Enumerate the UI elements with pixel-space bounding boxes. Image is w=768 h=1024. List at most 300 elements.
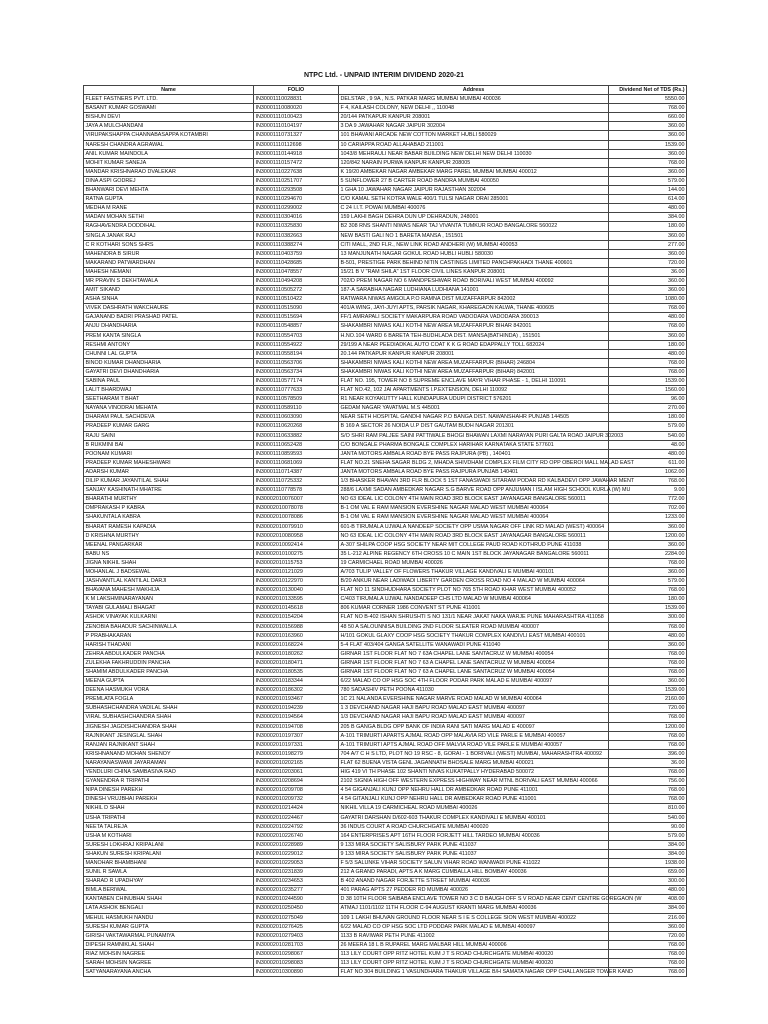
dividend-amount-cell: 768.00 [609,731,687,740]
dividend-amount-cell: 768.00 [609,668,687,677]
dividend-amount-cell: 360.00 [609,249,687,258]
dividend-amount-cell: 384.00 [609,213,687,222]
folio-cell: IN30002010250450 [254,904,339,913]
dividend-amount-cell: 659.00 [609,868,687,877]
dividend-amount-cell: 360.00 [609,231,687,240]
dividend-amount-cell: 579.00 [609,831,687,840]
folio-cell: IN30002010145618 [254,604,339,613]
shareholder-name-cell: MEHUL HASMUKH NANDU [84,913,254,922]
folio-cell: IN30002010194708 [254,722,339,731]
table-row [84,440,687,449]
folio-cell: IN30001110554922 [254,340,339,349]
dividend-amount-cell: 480.00 [609,631,687,640]
address-cell: 212 A GRAND PARADI, APTS A K MARG CUMBALLA HILL BOMBAY 400036 [339,868,609,877]
folio-cell: IN30002010180535 [254,668,339,677]
folio-cell: IN30002010279403 [254,931,339,940]
dividend-amount-cell: 2160.00 [609,695,687,704]
address-cell: GAYATRI DARSHAN D/602-603 THAKUR COMPLEX KANDIVALI E MUMBAI 400101 [339,813,609,822]
folio-cell: IN30002010133595 [254,595,339,604]
table-row [84,649,687,658]
address-cell: 1043/8 MEHRAULI NEAR BABAR BUILDING NEW DELHI NEW DELHI 110030 [339,149,609,158]
dividend-amount-cell: 540.00 [609,431,687,440]
shareholder-name-cell: VIRUPAKSHAPPA CHANNABASAPPA KOTAMBRI [84,131,254,140]
dividend-amount-cell: 360.00 [609,149,687,158]
shareholder-name-cell: BHANWARI DEVI MEHTA [84,186,254,195]
shareholder-name-cell: BASANT KUMAR GOSWAMI [84,104,254,113]
address-cell: C/403 TIRUMALA UJWAL NANDADEEP CHS LTD MALAD W MUMBAI 400064 [339,595,609,604]
address-cell: 48 50 A SALOUNNISA BUILDING 2ND FLOOR SLEATER ROAD MUMBAI 400007 [339,622,609,631]
table-row [84,504,687,513]
dividend-amount-cell: 360.00 [609,122,687,131]
dividend-amount-cell: 579.00 [609,577,687,586]
dividend-amount-cell: 480.00 [609,886,687,895]
address-cell: K 19/20 AMBEKAR NAGAR AMBEKAR MARG PAREL MUMBAI MUMBAI 400012 [339,167,609,176]
table-row [84,267,687,276]
shareholder-name-cell: CHUNNI LAL GUPTA [84,349,254,358]
address-cell: 4 54 GIGANJALI KUNJ OPP NEHRU HALL DR AMBEDKAR ROAD PUNE 411001 [339,786,609,795]
dividend-amount-cell: 360.00 [609,276,687,285]
header-row [84,86,687,95]
address-cell: 29/199 A NEAR PEEDIADKAL AUTO COAT K K G ROAD EDAPPALLY TOLL 682024 [339,340,609,349]
dividend-table [83,85,687,977]
shareholder-name-cell: HARISH THADANI [84,640,254,649]
shareholder-name-cell: DINESH VRUJBHAI PAREKH [84,795,254,804]
table-row [84,959,687,968]
folio-cell: IN30001110382663 [254,231,339,240]
dividend-amount-cell: 768.00 [609,740,687,749]
dividend-amount-cell: 384.00 [609,840,687,849]
address-cell: NEAR SETH HOSPITAL GANDHI NAGAR P.O BANGA DIST. NAWANSHAHR PUNJAB 144505 [339,413,609,422]
shareholder-name-cell: BHARAT RAMESH KAPADIA [84,522,254,531]
table-row [84,877,687,886]
address-cell: B-1 OM VAL E RAM MANSION EVERSHINE NAGAR MALAD WEST MUMBAI 400064 [339,504,609,513]
folio-cell: IN30001110494208 [254,276,339,285]
folio-cell: IN30001110620268 [254,422,339,431]
address-cell: H/101 GOKUL GLAXY COOP HSG SOCIETY THAKUR COMPLEX KANDIVLI EAST MUMBAI 400101 [339,631,609,640]
dividend-amount-cell: 768.00 [609,558,687,567]
address-cell: 1C 21 NALANDA EVERSHINE NAGAR MARVE ROAD MALAD W MUMBAI 400064 [339,695,609,704]
dividend-amount-cell: 768.00 [609,940,687,949]
table-row [84,131,687,140]
dividend-amount-cell: 768.00 [609,477,687,486]
shareholder-name-cell: NEETA TALREJA [84,822,254,831]
folio-cell: IN30001110505272 [254,286,339,295]
shareholder-name-cell: USHA TRIPATHI [84,813,254,822]
address-cell: C/O KAMAL SETH KOTRA WALE 400/1 TULSI NAGAR ORAI 285001 [339,195,609,204]
dividend-amount-cell: 768.00 [609,622,687,631]
dividend-amount-cell: 768.00 [609,367,687,376]
table-row [84,149,687,158]
folio-cell: IN30001110478557 [254,267,339,276]
shareholder-name-cell: NARAYANASWAMI JAYARAMAN [84,758,254,767]
address-cell: R1 NEAR KOYAKUTTY HALL KUNDAPURA UDUPI DISTRICT 576201 [339,395,609,404]
folio-cell: IN30001110100423 [254,113,339,122]
shareholder-name-cell: MANDAR KRISHNARAO DVALEKAR [84,167,254,176]
shareholder-name-cell: FLEET FASTNERS PVT. LTD. [84,95,254,104]
folio-cell: IN30002010194239 [254,704,339,713]
address-cell: F 4, KAILASH COLONY, NEW DELHI ,, 110048 [339,104,609,113]
dividend-amount-cell: 360.00 [609,540,687,549]
folio-cell: IN30002010076007 [254,495,339,504]
folio-cell: IN30001110563734 [254,367,339,376]
shareholder-name-cell: DHARAM PAUL SACHDEVA [84,413,254,422]
dividend-column-header: Dividend Net of TDS (Rs.) [609,86,687,95]
dividend-amount-cell: 360.00 [609,922,687,931]
folio-cell: IN30002010275049 [254,913,339,922]
shareholder-name-cell: KRISHNANAND MOHAN SHENOY [84,749,254,758]
table-row [84,295,687,304]
dividend-amount-cell: 1938.00 [609,858,687,867]
shareholder-name-cell: BHARATHI MURTHY [84,495,254,504]
address-cell: RATWARA NIWAS AMGOLA P.O RAMNA DIST MUZAFFARPUR 842002 [339,295,609,304]
address-cell: 1133 B RAVIWAR PETH PUNE 411002 [339,931,609,940]
address-cell: HIG 419 VI TH PHASE 102 SHANTI NIVAS KUKATPALLY HYDERABAD 500072 [339,768,609,777]
folio-cell: IN30002010183344 [254,677,339,686]
folio-column-header: FOLIO [254,86,339,95]
table-row [84,804,687,813]
shareholder-name-cell: USHA M KOTHARI [84,831,254,840]
folio-cell: IN30002010193467 [254,695,339,704]
shareholder-name-cell: ZENOBIA BAHADUR SACHINWALLA [84,622,254,631]
dividend-amount-cell: 180.00 [609,413,687,422]
folio-cell: IN30001110510422 [254,295,339,304]
address-cell: 113 LILY COURT OPP RITZ HOTEL KUM J T S ROAD CHURCHGATE MUMBAI 400020 [339,959,609,968]
table-row [84,604,687,613]
dividend-amount-cell: 480.00 [609,349,687,358]
page-title: NTPC Ltd. - UNPAID INTERIM DIVIDEND 2020-21 [303,72,465,79]
shareholder-name-cell: PRADEEP KUMAR GARG [84,422,254,431]
address-cell: 109 1 LAKHI BHUVAN GROUND FLOOR NEAR S I E S COLLEGE SION WEST MUMBAI 400022 [339,913,609,922]
name-column-header: Name [84,86,254,95]
table-header [84,86,687,95]
table-row [84,186,687,195]
address-cell: SHAKAMBRI NIWAS KALI KOTHI NEW AREA MUZAFFARPUR (BIHAR) 842001 [339,367,609,376]
address-cell: CITI MALL, 2ND FLR., NEW LINK ROAD ANDHERI (W) MUMBAI 400053 [339,240,609,249]
table-row [84,831,687,840]
folio-cell: IN30001110428685 [254,258,339,267]
dividend-amount-cell: 768.00 [609,968,687,977]
dividend-amount-cell: 48.00 [609,440,687,449]
address-cell: 1 3 DEVCHAND NAGAR HAJI BAPU ROAD MALAD EAST MUMBAI 400097 [339,704,609,713]
dividend-amount-cell: 1539.00 [609,140,687,149]
shareholder-name-cell: MAHESH NEMANI [84,267,254,276]
folio-cell: IN30001110563706 [254,358,339,367]
dividend-amount-cell: 614.00 [609,195,687,204]
table-row [84,613,687,622]
address-cell: SHAKAMBRI NIWAS KALI KOTHI NEW AREA MUZAFFARPUR BIHAR 842001 [339,322,609,331]
shareholder-name-cell: BHAVANA MAHESH MAKHIJA [84,586,254,595]
dividend-amount-cell: 611.00 [609,458,687,467]
table-row [84,467,687,476]
shareholder-name-cell: KANTABEN CHINUBHAI SHAH [84,895,254,904]
shareholder-name-cell: MEDHA M RANE [84,204,254,213]
folio-cell: IN30001110652428 [254,440,339,449]
table-row [84,495,687,504]
table-row [84,340,687,349]
shareholder-name-cell: NIPA DINESH PAREKH [84,786,254,795]
table-row [84,313,687,322]
dividend-amount-cell: 480.00 [609,313,687,322]
dividend-amount-cell: 2284.00 [609,549,687,558]
table-row [84,477,687,486]
dividend-amount-cell: 702.00 [609,504,687,513]
folio-cell: IN30002010224792 [254,822,339,831]
table-row [84,758,687,767]
table-row [84,322,687,331]
table-row [84,540,687,549]
shareholder-name-cell: MEENAL PANGARKAR [84,540,254,549]
address-cell: JANTA MOTORS AMBALA ROAD BYE PASS RAJPURA PUNJAB 140401 [339,467,609,476]
folio-cell: IN30002010130040 [254,586,339,595]
shareholder-name-cell: VIRAL SUBHASHCHANDRA SHAH [84,713,254,722]
dividend-amount-cell: 180.00 [609,595,687,604]
address-cell: 9 133 MIRA SOCIETY SALISBURY PARK PUNE 411037 [339,840,609,849]
table-row [84,631,687,640]
folio-cell: IN30002010197307 [254,731,339,740]
dividend-amount-cell: 144.00 [609,186,687,195]
address-cell: FLAT NO.21 SNEHA SAGAR BLDG 2, MHADA SHIVDHAM COMPLEX FILM CITY RD OPP OBEROI MALL MALAD EAST [340,459,635,466]
table-row [84,849,687,858]
shareholder-name-cell: SARAH MOHSIN NAGREE [84,959,254,968]
dividend-amount-cell: 480.00 [609,204,687,213]
folio-cell: IN30002010163960 [254,631,339,640]
address-cell: FLAT 62 BUENA VISTA GENL JAGANNATH BHOSALE MARG MUMBAI 400021 [339,758,609,767]
folio-cell: IN30002010180471 [254,658,339,667]
dividend-amount-cell: 9.00 [609,486,687,495]
folio-cell: IN30001110859593 [254,449,339,458]
address-cell: 205 B GANGA BLDG OPP BANK OF INDIA RANI SATI MARG MALAD E 400097 [339,722,609,731]
folio-cell: IN30001110028831 [254,95,339,104]
shareholder-name-cell: RIAZ MOHSIN NAGREE [84,949,254,958]
table-row [84,386,687,395]
address-cell: ATMAJ 1101/1102 11TH FLOOR C-94 AUGUST KRANTI MARG MUMBAI 400036 [339,904,609,913]
table-row [84,895,687,904]
folio-cell: IN30002010234653 [254,877,339,886]
table-row [84,558,687,567]
folio-cell: IN30002010276425 [254,922,339,931]
shareholder-name-cell: SUBHASHCHANDRA VADILAL SHAH [84,704,254,713]
shareholder-name-cell: RAJU SAINI [84,431,254,440]
address-cell: A-307 SHILPA COOP HSG SOCIETY NEAR MIT COLLEGE PAUD ROAD KOTHRUD PUNE 411038 [339,540,609,549]
shareholder-name-cell: DILIP KUMAR JAYANTILAL SHAH [84,477,254,486]
shareholder-name-cell: D KRISHNA MURTHY [84,531,254,540]
shareholder-name-cell: VIVEK DASHRATH WAKCHAURE [84,304,254,313]
shareholder-name-cell: PREM KANTA SINGLA [84,331,254,340]
table-row [84,740,687,749]
address-cell: 35 L-212 ALPINE REGENCY 6TH CROSS 10 C MAIN 1ST BLOCK JAYANAGAR BANGALORE 560011 [339,549,609,558]
address-cell: 10 CARIAPPA ROAD ALLAHABAD 211001 [339,140,609,149]
table-row [84,222,687,231]
dividend-amount-cell: 768.00 [609,768,687,777]
table-row [84,349,687,358]
shareholder-name-cell: P PRABHAKARAN [84,631,254,640]
table-row [84,886,687,895]
shareholder-name-cell: ADARSH KUMAR [84,467,254,476]
folio-cell: IN30002010208694 [254,777,339,786]
address-cell: 288/6 LAXMI SADAN AMBEDKAR NAGAR S.G BARVE ROAD OPP ANJUMAN I ISLAM HIGH SCHOOL KURLA (W) MU [340,487,631,494]
folio-cell: IN30002010198279 [254,749,339,758]
folio-cell: IN30001110633882 [254,431,339,440]
dividend-amount-cell: 1233.00 [609,513,687,522]
dividend-amount-cell: 1200.00 [609,531,687,540]
shareholder-name-cell: NIKHIL D SHAH [84,804,254,813]
table-row [84,140,687,149]
address-cell: NO 63 IDEAL LIC COLONY 4TH MAIN ROAD 3RD BLOCK EAST JAYANAGAR BANGALORE 560011 [339,531,609,540]
dividend-amount-cell: 180.00 [609,340,687,349]
table-row [84,868,687,877]
address-cell: 36 INDUS COURT A ROAD CHURCHGATE MUMBAI 400020 [339,822,609,831]
dividend-amount-cell: 768.00 [609,158,687,167]
shareholder-name-cell: ASHA SINHA [84,295,254,304]
table-row [84,204,687,213]
dividend-amount-cell: 36.00 [609,758,687,767]
address-cell: 5-4 FLAT 403/404 GANGA SATELLITE WANAWADI PUNE 411040 [339,640,609,649]
table-row [84,595,687,604]
folio-cell: IN30001110403759 [254,249,339,258]
shareholder-name-cell: MOHANLAL J BADSEWAL [84,567,254,576]
folio-cell: IN30002010281703 [254,940,339,949]
address-cell: GEDAM NAGAR YAVATMAL M.S 445001 [339,404,609,413]
table-row [84,522,687,531]
table-row [84,449,687,458]
shareholder-name-cell: JASHVANTLAL KANTILAL DARJI [84,577,254,586]
folio-cell: IN30001110515090 [254,304,339,313]
table-row [84,640,687,649]
shareholder-name-cell: AMIT SIKAND [84,286,254,295]
table-row [84,377,687,386]
shareholder-name-cell: POONAM KUMARI [84,449,254,458]
dividend-amount-cell: 90.00 [609,822,687,831]
shareholder-name-cell: SINGLA JANAK RAJ [84,231,254,240]
folio-cell: IN30002010226740 [254,831,339,840]
address-cell: 6/22 MALAD CO OP HSG SOC LTD PODDAR PARK MALAD E MUMBAI 400097 [339,922,609,931]
dividend-amount-cell: 768.00 [609,786,687,795]
table-row [84,195,687,204]
dividend-amount-cell: 300.00 [609,877,687,886]
address-cell: 9 133 MIRA SOCIETY SALISBURY PARK PUNE 411037 [339,849,609,858]
folio-cell: IN30002010186302 [254,686,339,695]
folio-cell: IN30002010214424 [254,804,339,813]
shareholder-name-cell: ANJU DHANDHARIA [84,322,254,331]
address-cell: FLAT NO B-402 ISHAN SHRUSHTI S NO 131/1 NEAR JAKAT NAKA WARJE PUNE MAHARASHTRA 411058 [339,613,609,622]
table-row [84,677,687,686]
table-row [84,367,687,376]
folio-cell: IN30002010168224 [254,640,339,649]
dividend-amount-cell: 768.00 [609,658,687,667]
dividend-amount-cell: 579.00 [609,176,687,185]
dividend-amount-cell: 360.00 [609,131,687,140]
dividend-amount-cell: 360.00 [609,677,687,686]
folio-cell: IN30002010078086 [254,513,339,522]
address-cell: 19 CARMICHAEL ROAD MUMBAI 400026 [339,558,609,567]
dividend-amount-cell: 772.00 [609,495,687,504]
dividend-amount-cell: 360.00 [609,567,687,576]
folio-cell: IN30001110589110 [254,404,339,413]
shareholder-name-cell: SANJAY KASHINATH MHATRE [84,486,254,495]
folio-cell: IN30002010197331 [254,740,339,749]
shareholder-name-cell: DEENA HASMUKH VORA [84,686,254,695]
shareholder-name-cell: LATA ASHOK BENGALI [84,904,254,913]
shareholder-name-cell: BINOD KUMAR DHANDHARIA [84,358,254,367]
address-cell: 15/21 B V "RAM SHILA" 1ST FLOOR CIVIL LINES KANPUR 208001 [339,267,609,276]
folio-cell: IN30001110578509 [254,395,339,404]
address-cell: B-501, PRESTIGE PARK BEHIND NITIN CASTINGS LIMITED PANCHPAKHADI THANE 400601 [339,258,609,267]
table-row [84,931,687,940]
address-cell: 113 LILY COURT OPP RITZ HOTEL KUM J T S ROAD CHURCHGATE MUMBAI 400020 [339,949,609,958]
address-cell: C 24 I.I.T. POWAI MUMBAI 400076 [339,204,609,213]
address-cell: JANTA MOTORS AMBALA ROAD BYE PASS RAJPURA (PB) , 140401 [339,449,609,458]
dividend-amount-cell: 270.00 [609,404,687,413]
dividend-amount-cell: 756.00 [609,777,687,786]
folio-cell: IN30001110388274 [254,240,339,249]
address-cell: FF/1 AMRAPALI SOCIETY MAKARPURA ROAD VADODARA VADODARA 390013 [339,313,609,322]
shareholder-name-cell: DINA ASPI GODREJ [84,176,254,185]
shareholder-name-cell: BISHUN DEVI [84,113,254,122]
dividend-amount-cell: 1080.00 [609,295,687,304]
table-row [84,113,687,122]
folio-cell: IN30002010244590 [254,895,339,904]
table-row [84,567,687,576]
folio-cell: IN30002010092414 [254,540,339,549]
shareholder-name-cell: ASHOK VINAYAK KULKARNI [84,613,254,622]
dividend-amount-cell: 360.00 [609,640,687,649]
shareholder-name-cell: GYANENDRA R TRIPATHI [84,777,254,786]
address-cell: 4 54 GITANJALI KUNJ OPP NEHRU HALL DR AMBEDKAR ROAD PUNE 411001 [339,795,609,804]
folio-cell: IN30002010231839 [254,868,339,877]
folio-cell: IN30001110577174 [254,377,339,386]
shareholder-name-cell: MADAN MOHAN SETHI [84,213,254,222]
table-row [84,286,687,295]
shareholder-name-cell: MEENA GUPTA [84,677,254,686]
address-cell: 13 MANJUNATH NAGAR GOKUL ROAD HUBLI HUBLI 580030 [339,249,609,258]
shareholder-name-cell: SEETHARAM T BHAT [84,395,254,404]
dividend-amount-cell: 768.00 [609,949,687,958]
address-cell: 20.144 PATKAPUR KANPUR KANPUR 208001 [339,349,609,358]
table-row [84,722,687,731]
table-row [84,122,687,131]
dividend-amount-cell: 216.00 [609,913,687,922]
dividend-amount-cell: 768.00 [609,959,687,968]
dividend-amount-cell: 720.00 [609,704,687,713]
table-row [84,668,687,677]
folio-cell: IN30001110157472 [254,158,339,167]
dividend-amount-cell: 360.00 [609,286,687,295]
address-cell: 187-A SARABHA NAGAR LUDHIANA LUDHIANA 141001 [339,286,609,295]
folio-cell: IN30001110725332 [254,477,339,486]
dividend-amount-cell: 384.00 [609,849,687,858]
folio-cell: IN30002010300890 [254,968,339,977]
table-row [84,486,687,495]
folio-cell: IN30002010209732 [254,795,339,804]
address-cell: NEW BASTI GALI NO 1 BARETA MANSA , 151501 [339,231,609,240]
address-cell: F 5/3 SALUNKE VIHAR SOCIETY SALUN VIHAR ROAD WANWADI PUNE 411022 [339,858,609,867]
shareholder-name-cell: SHAKUN SURESH KRIPALANI [84,849,254,858]
table-body [84,95,687,977]
shareholder-name-cell: YENDLURI CHINA SAMBASIVA RAO [84,768,254,777]
table-row [84,176,687,185]
address-cell: 5 SUNFLOWER 27 B CARTER ROAD BANDRA MUMBAI 400050 [339,176,609,185]
table-row [84,358,687,367]
folio-cell: IN30002010079910 [254,522,339,531]
shareholder-name-cell: RAJNIKANT JESINGLAL SHAH [84,731,254,740]
dividend-amount-cell: 768.00 [609,304,687,313]
table-row [84,531,687,540]
folio-cell: IN30001110603090 [254,413,339,422]
folio-cell: IN30002010078078 [254,504,339,513]
address-cell: A-101 TRIMURTI APARTS AJMAL ROAD OPP MALAVIA RD VILE PARLE E MUMBAI 400057 [339,731,609,740]
folio-cell: IN30001110080020 [254,104,339,113]
address-cell: A-101 TRIMURTI APTS AJMAL ROAD OFF MALVIA ROAD VILE PARLE E MUMBAI 400057 [339,740,609,749]
